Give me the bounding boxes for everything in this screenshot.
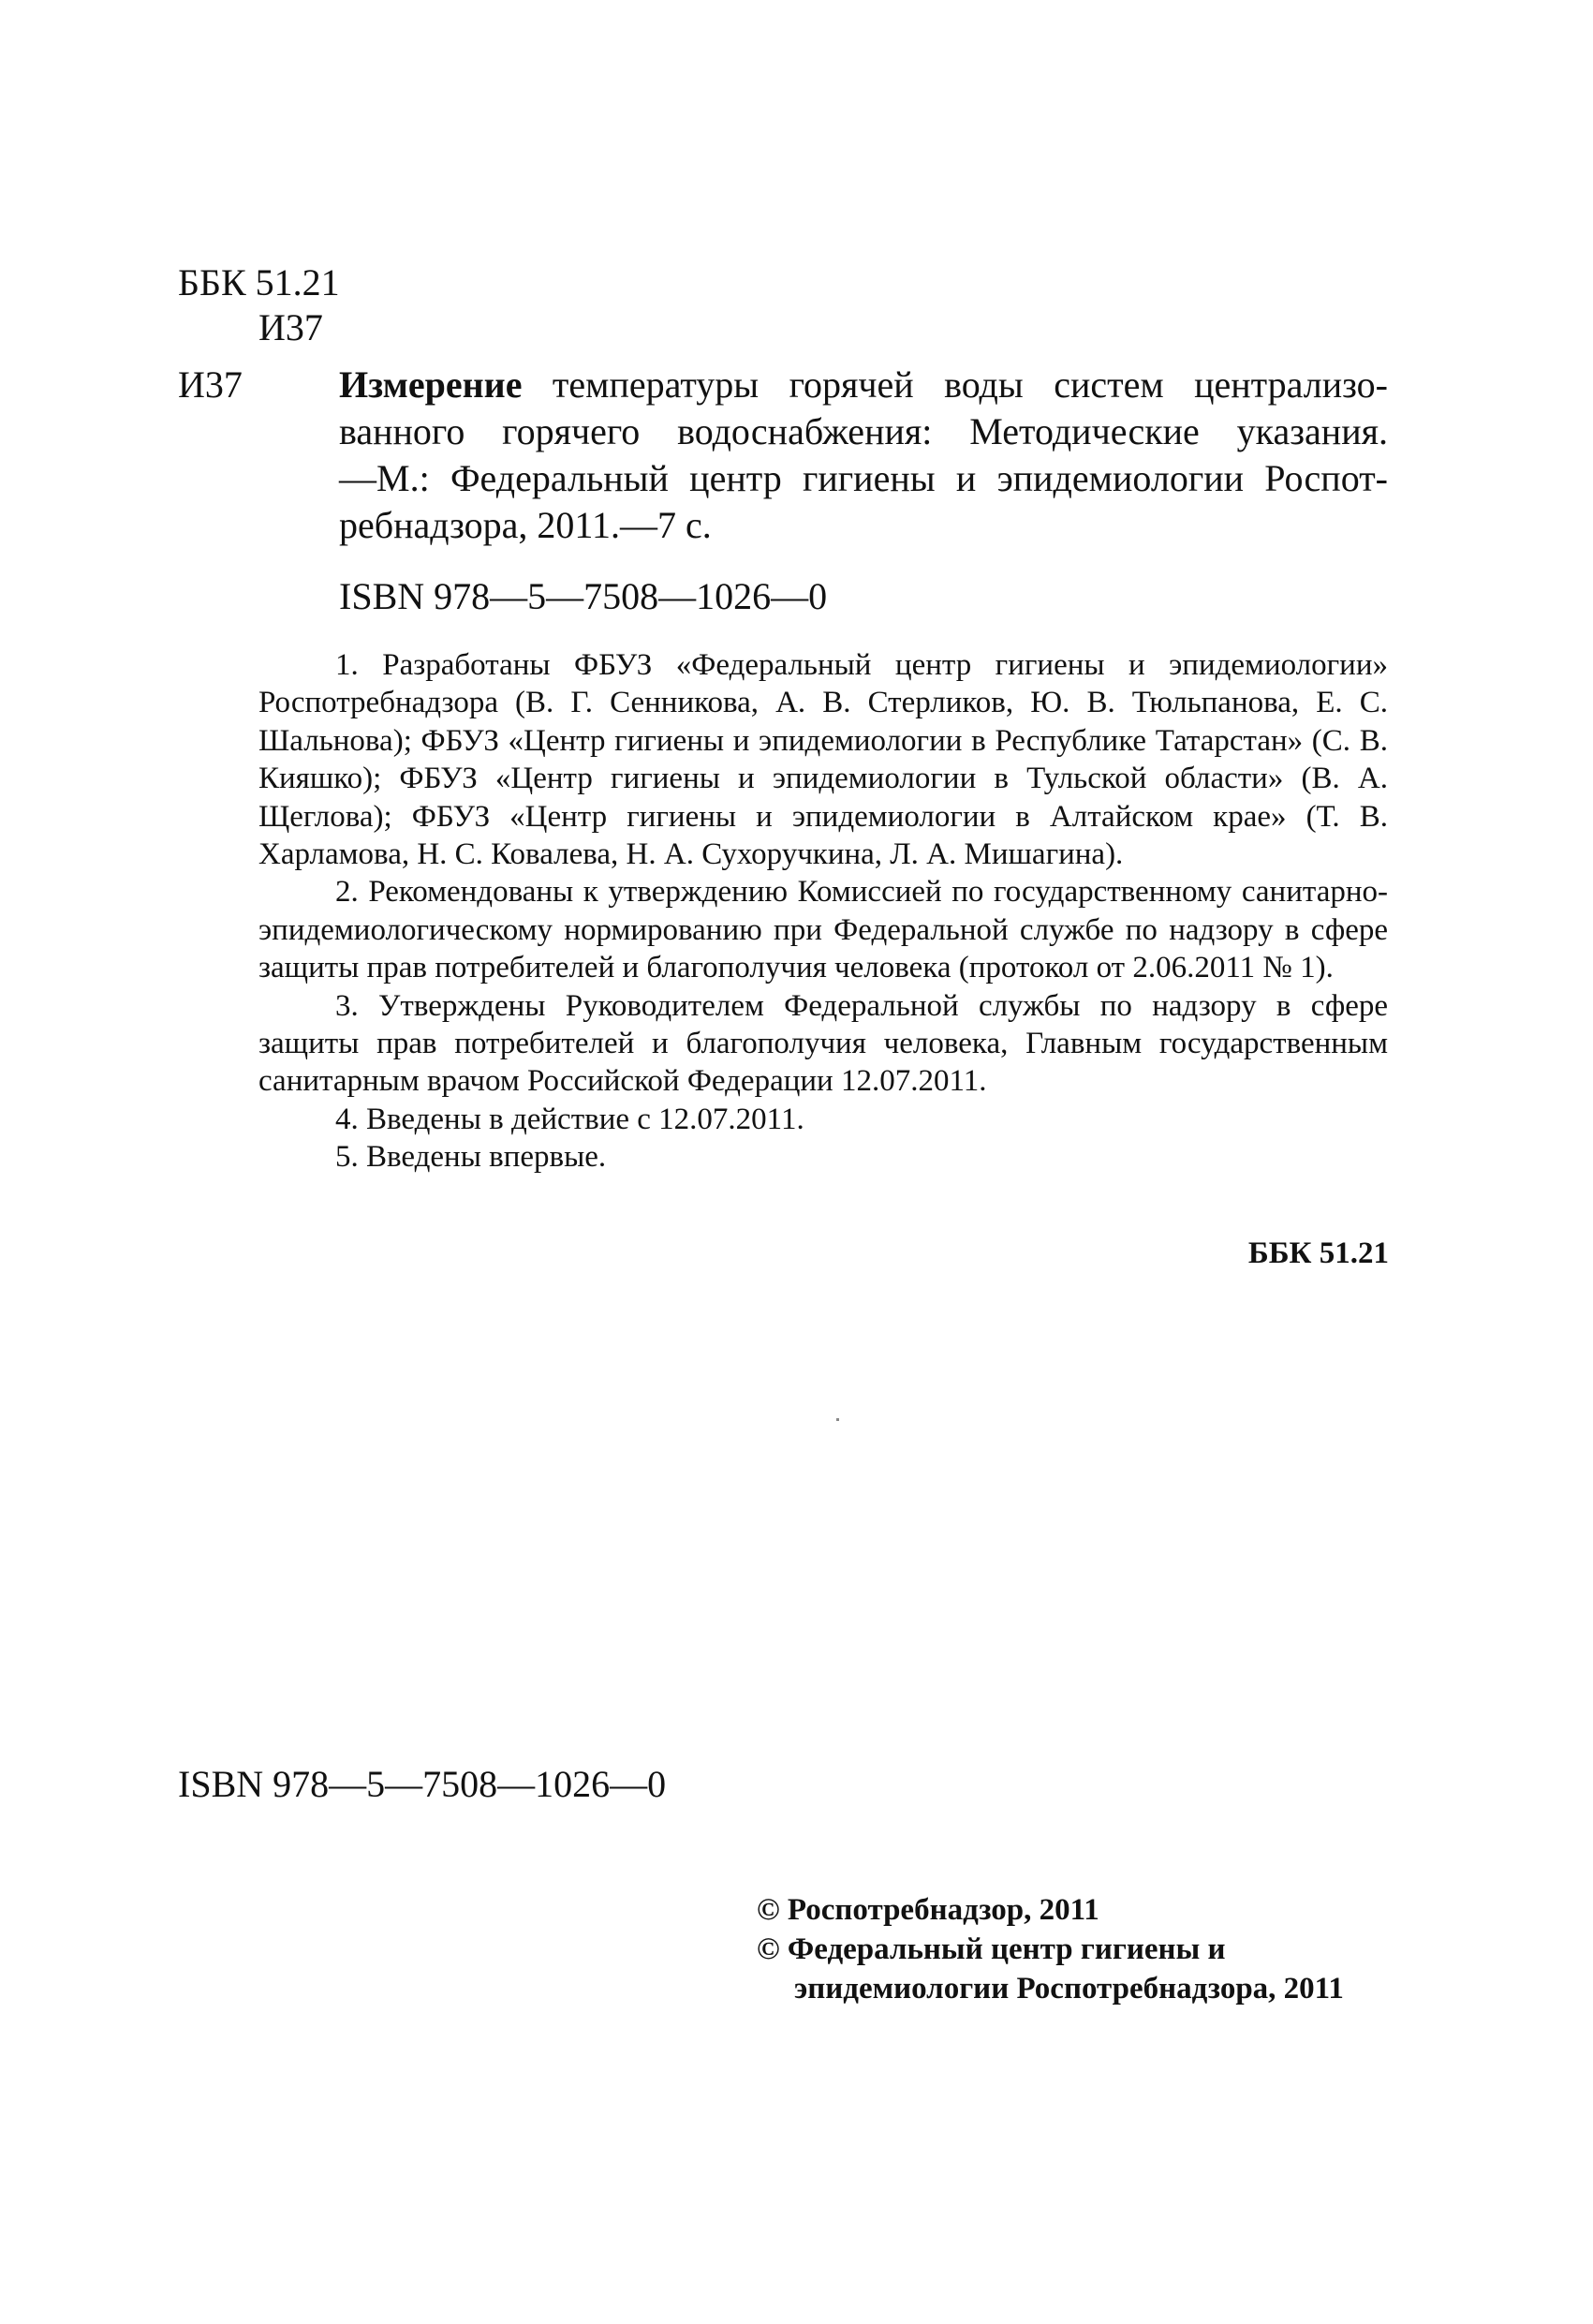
copyright-line-2: © Федеральный центр гигиены и bbox=[757, 1932, 1226, 1966]
title-line-2: ванного горячего водоснабжения: Методические указания. bbox=[339, 410, 1388, 452]
author-mark-top: И37 bbox=[258, 306, 323, 348]
note-item: 2. Рекомендованы к утверждению Комиссией по государственному санитарно-эпидемиологическому нормированию при Федеральной службе по надзору в сфере защиты прав потребителей и благополучия человека (протокол от 2.06.2011 № 1). bbox=[258, 875, 1388, 985]
author-mark-left: И37 bbox=[178, 363, 243, 406]
title-line-4: ребнадзора, 2011.—7 с. bbox=[339, 504, 712, 546]
isbn-bottom: ISBN 978—5—7508—1026—0 bbox=[178, 1763, 667, 1805]
scan-speck bbox=[836, 1418, 839, 1421]
title-bold-word: Измерение bbox=[339, 363, 523, 406]
note-item: 4. Введены в действие с 12.07.2011. bbox=[335, 1102, 804, 1136]
isbn-top: ISBN 978—5—7508—1026—0 bbox=[339, 575, 828, 617]
title-line-3: —М.: Федеральный центр гигиены и эпидемиологии Роспот- bbox=[339, 457, 1388, 499]
note-item: 1. Разработаны ФБУЗ «Федеральный центр гигиены и эпидемиологии» Роспотребнадзора (В. Г. Сенникова, А. В. Стерликов, Ю. В. Тюльпанова, Е. С. Шальнова); ФБУЗ «Центр гигиены и эпидемиологии в Республике Татарстан» (С. В. Кияшко); ФБУЗ «Центр гигиены и эпидемиологии в Тульской области» (В. А. Щеглова); ФБУЗ «Центр гигиены и эпидемиологии в Алтайском крае» (Т. В. Харламова, Н. С. Ковалева, Н. А. Сухоручкина, Л. А. Мишагина). bbox=[258, 648, 1388, 872]
title-line-1-rest: температуры горячей воды систем централизо- bbox=[522, 363, 1388, 406]
bibliographic-description bbox=[339, 362, 1388, 549]
copyright-block bbox=[757, 1890, 1344, 2008]
title-line-1 bbox=[339, 362, 1388, 408]
bbk-index-top: ББК 51.21 bbox=[178, 261, 340, 303]
note-item: 3. Утверждены Руководителем Федеральной службы по надзору в сфере защиты прав потребителей и благополучия человека, Главным государственным санитарным врачом Российской Федерации 12.07.2011. bbox=[258, 988, 1388, 1099]
copyright-line-1: © Роспотребнадзор, 2011 bbox=[757, 1893, 1099, 1927]
note-item: 5. Введены впервые. bbox=[335, 1140, 607, 1175]
imprint-notes bbox=[258, 646, 1388, 1177]
copyright-line-3: эпидемиологии Роспотребнадзора, 2011 bbox=[794, 1972, 1344, 2006]
bbk-index-right: ББК 51.21 bbox=[1247, 1236, 1389, 1270]
